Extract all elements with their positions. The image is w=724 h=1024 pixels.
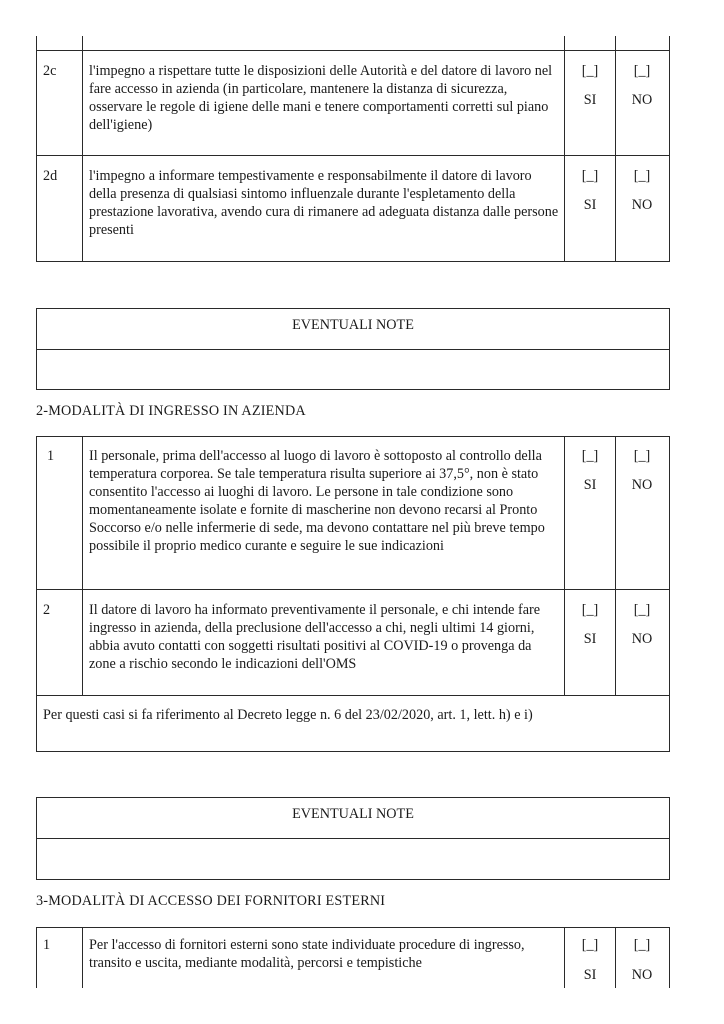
row-text: Il datore di lavoro ha informato preventivamente il personale, e chi intende fare ingresso in azienda, della preclusione dell'accesso a chi, negli ultimi 14 giorni, abbia avuto contatti con soggetti risultati positivi al COVID-19 o provenga da zone a rischio secondo le indicazioni dell'OMS — [89, 602, 541, 672]
si-label: SI — [583, 967, 597, 983]
row-text: l'impegno a rispettare tutte le disposizioni delle Autorità e del datore di lavoro nel fare accesso in azienda (in particolare, mantenere la distanza di sicurezza, osservare le regole di igiene delle mani e tenere comportamenti corretti sul piano dell'igiene) — [89, 63, 553, 133]
no-checkbox[interactable]: [_] — [633, 602, 651, 618]
si-checkbox[interactable]: [_] — [581, 937, 599, 953]
si-checkbox[interactable]: [_] — [581, 63, 599, 79]
no-checkbox[interactable]: [_] — [633, 168, 651, 184]
row-text: Il personale, prima dell'accesso al luogo di lavoro è sottoposto al controllo della temperatura corporea. Se tale temperatura risulta superiore ai 37,5°, non è stato consentito l'accesso ai luoghi di lavoro. Le persone in tale condizione sono momentaneamente isolate e fornite di mascherine non devono recarsi al Pronto Soccorso e/o nelle infermerie di sede, ma devono contattare nel più breve tempo possibile il proprio medico curante e seguire le sue indicazioni — [89, 448, 545, 554]
no-label: NO — [631, 92, 653, 108]
si-checkbox[interactable]: [_] — [581, 602, 599, 618]
notes-field[interactable] — [37, 839, 669, 879]
no-label: NO — [631, 631, 653, 647]
row-number: 2d — [43, 168, 58, 184]
no-checkbox[interactable]: [_] — [633, 448, 651, 464]
notes-field[interactable] — [37, 350, 669, 389]
si-checkbox[interactable]: [_] — [581, 168, 599, 184]
row-text: Per l'accesso di fornitori esterni sono state individuate procedure di ingresso, transito e uscita, mediante modalità, percorsi e tempistiche — [89, 937, 525, 971]
si-checkbox[interactable]: [_] — [581, 448, 599, 464]
row-number: 1 — [47, 448, 55, 464]
reference-note: Per questi casi si fa riferimento al Decreto legge n. 6 del 23/02/2020, art. 1, lett. h) e i) — [43, 707, 533, 723]
no-label: NO — [631, 967, 653, 983]
si-label: SI — [583, 197, 597, 213]
section-title: 3-MODALITÀ DI ACCESSO DEI FORNITORI ESTERNI — [36, 893, 386, 909]
si-label: SI — [583, 477, 597, 493]
row-number: 2c — [43, 63, 57, 79]
notes-title: EVENTUALI NOTE — [292, 317, 414, 333]
si-label: SI — [583, 92, 597, 108]
row-number: 2 — [43, 602, 51, 618]
notes-title: EVENTUALI NOTE — [292, 806, 414, 822]
row-number: 1 — [43, 937, 51, 953]
si-label: SI — [583, 631, 597, 647]
section-title: 2-MODALITÀ DI INGRESSO IN AZIENDA — [36, 403, 306, 419]
no-label: NO — [631, 477, 653, 493]
no-label: NO — [631, 197, 653, 213]
no-checkbox[interactable]: [_] — [633, 937, 651, 953]
no-checkbox[interactable]: [_] — [633, 63, 651, 79]
row-text: l'impegno a informare tempestivamente e responsabilmente il datore di lavoro della presenza di qualsiasi sintomo influenzale durante l'espletamento della prestazione lavorativa, avendo cura di rimanere ad adeguata distanza dalle persone presenti — [89, 168, 559, 238]
